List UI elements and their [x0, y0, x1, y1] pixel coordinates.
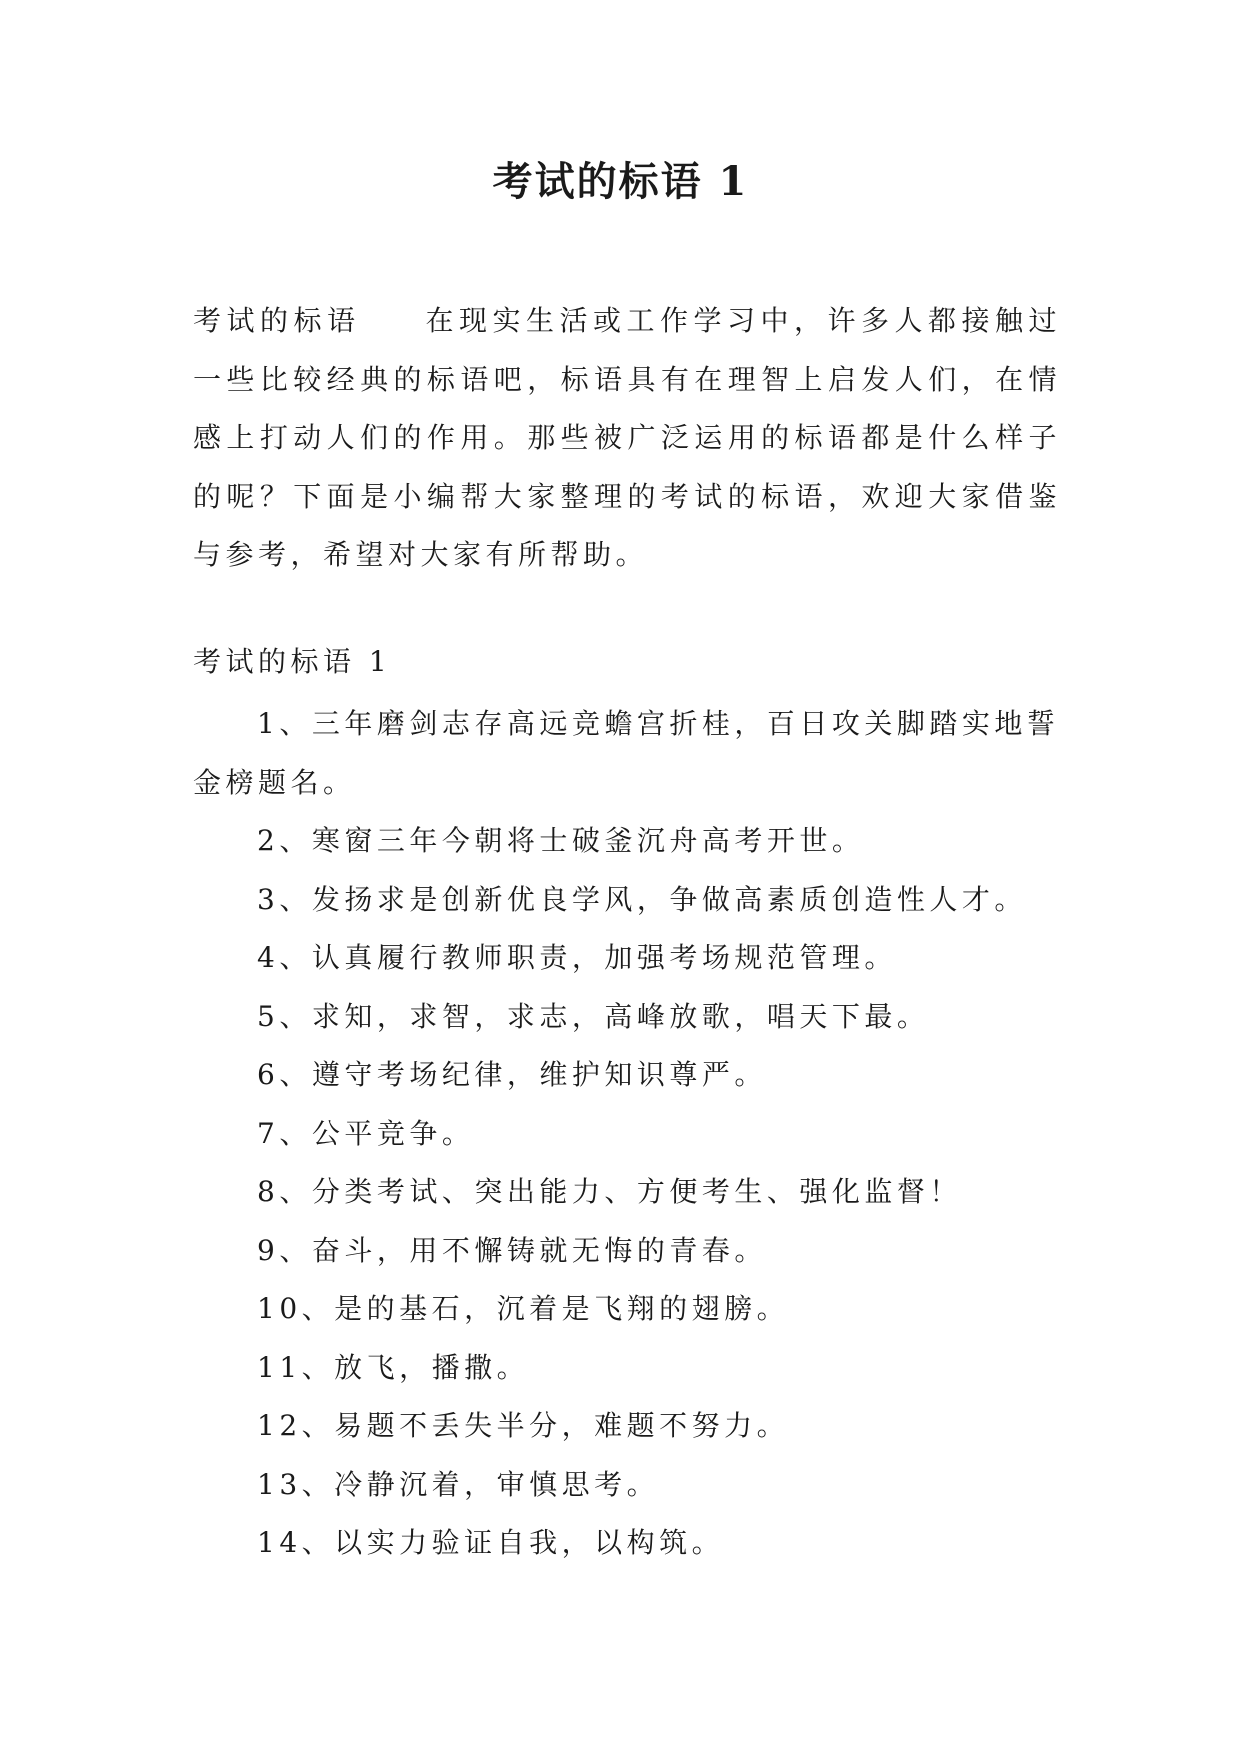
list-item: 13、冷静沉着，审慎思考。	[257, 1467, 660, 1501]
list-item: 10、是的基石，沉着是飞翔的翅膀。	[257, 1292, 790, 1325]
list-item: 14、以实力验证自我，以构筑。	[257, 1526, 725, 1559]
list-item: 12、易题不丢失半分，难题不努力。	[257, 1409, 790, 1442]
document-title: 考试的标语 1	[492, 158, 749, 205]
list-item: 6、遵守考场纪律，维护知识尊严。	[257, 1058, 767, 1091]
list-item: 3、发扬求是创新优良学风，争做高素质创造性人才。	[257, 882, 1027, 916]
list-item: 8、分类考试、突出能力、方便考生、强化监督！	[257, 1175, 962, 1208]
list-item: 1、三年磨剑志存高远竞蟾宫折桂，百日攻关脚踏实地誓金榜题名。	[193, 707, 1060, 799]
list-item: 4、认真履行教师职责，加强考场规范管理。	[257, 941, 897, 974]
intro-label: 考试的标语	[193, 304, 361, 337]
list-item: 2、寒窗三年今朝将士破釜沉舟高考开世。	[257, 824, 865, 857]
intro-paragraph	[193, 292, 1061, 585]
slogan-list	[193, 695, 1061, 1573]
list-item: 7、公平竞争。	[257, 1116, 475, 1150]
intro-text: 在现实生活或工作学习中，许多人都接触过一些比较经典的标语吧，标语具有在理智上启发人们，在情感上打动人们的作用。那些被广泛运用的标语都是什么样子的呢？下面是小编帮大家整理的考试的标语，欢迎大家借鉴与参考，希望对大家有所帮助。	[193, 304, 1061, 571]
section-heading: 考试的标语 1	[193, 645, 392, 678]
list-item: 11、放飞，播撒。	[257, 1350, 530, 1384]
list-item: 9、奋斗，用不懈铸就无悔的青春。	[257, 1233, 767, 1267]
list-item: 5、求知，求智，求志，高峰放歌，唱天下最。	[257, 999, 930, 1033]
